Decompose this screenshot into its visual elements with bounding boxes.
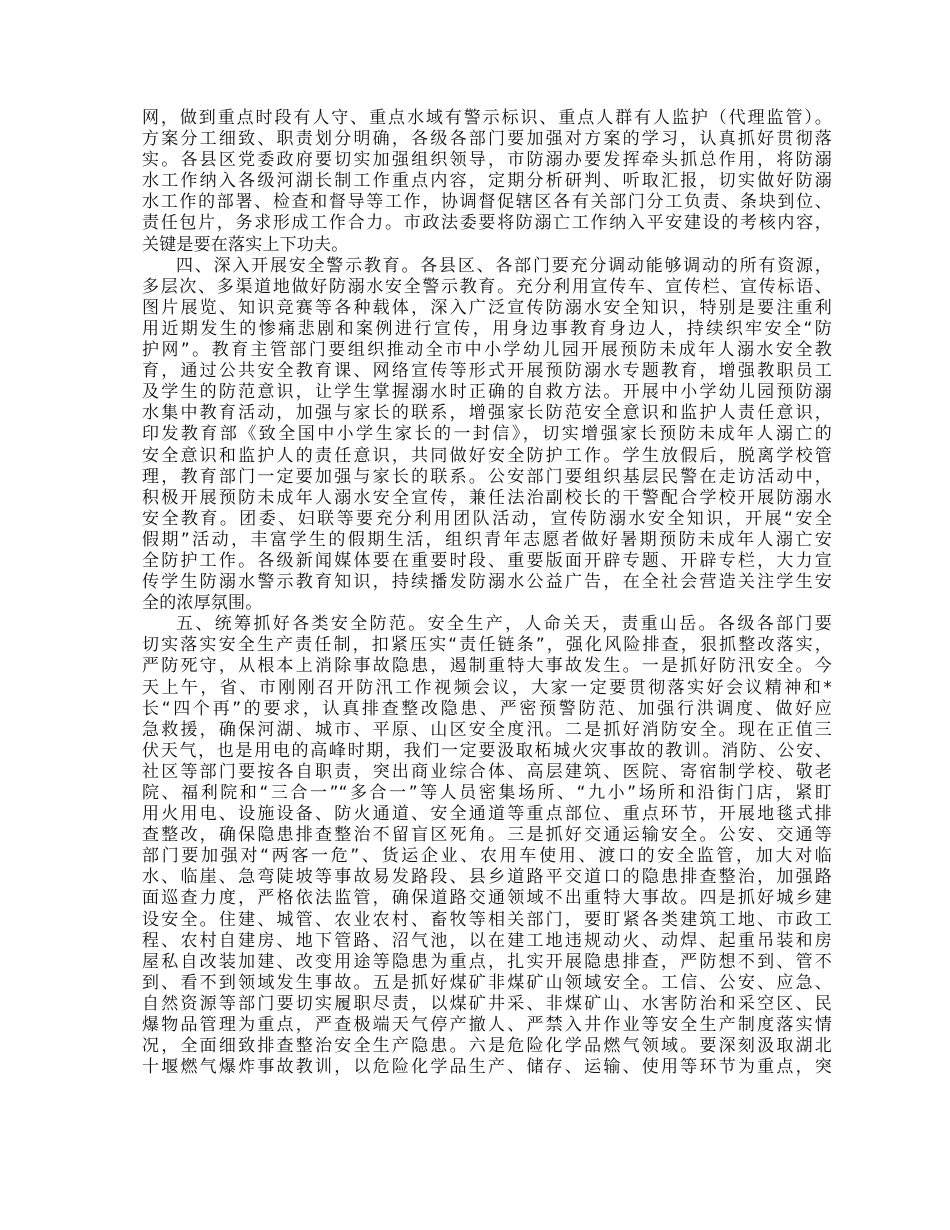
text-line: 全防护工作。各级新闻媒体要在重要时段、重要版面开辟专题、开辟专栏，大力宣 <box>142 550 832 571</box>
text-line: 多层次、多渠道地做好防溺水安全警示教育。充分利用宣传车、宣传栏、宣传标语、 <box>142 276 832 297</box>
text-line: 况，全面细致排查整治安全生产隐患。六是危险化学品燃气领域。要深刻汲取湖北 <box>142 1036 832 1057</box>
text-line: 水工作的部署、检查和督导等工作，协调督促辖区各有关部门分工负责、条块到位、 <box>142 192 832 213</box>
text-line: 严防死守，从根本上消除事故隐患，遏制重特大事故发生。一是抓好防汛安全。今 <box>142 656 832 677</box>
section-heading-line: 五、统筹抓好各类安全防范。安全生产，人命关天，责重山岳。各级各部门要 <box>176 614 832 635</box>
text-line: 到、看不到领域发生事故。五是抓好煤矿非煤矿山领域安全。工信、公安、应急、 <box>142 972 832 993</box>
text-line: 关键是要在落实上下功夫。 <box>142 234 349 255</box>
text-line: 积极开展预防未成年人溺水安全宣传，兼任法治副校长的干警配合学校开展防溺水 <box>142 487 832 508</box>
text-line: 水、临崖、急弯陡坡等事故易发路段、县乡道路平交道口的隐患排查整治，加强路 <box>142 867 832 888</box>
text-line: 设安全。住建、城管、农业农村、畜牧等相关部门，要盯紧各类建筑工地、市政工 <box>142 909 832 930</box>
text-line: 护网”。教育主管部门要组织推动全市中小学幼儿园开展预防未成年人溺水安全教 <box>142 340 832 361</box>
document-body <box>142 108 832 1078</box>
text-line: 责任包片，务求形成工作合力。市政法委要将防溺亡工作纳入平安建设的考核内容， <box>142 213 832 234</box>
text-line: 育，通过公共安全教育课、网络宣传等形式开展预防溺水专题教育，增强教职员工 <box>142 361 832 382</box>
text-line: 面巡查力度，严格依法监管，确保道路交通领域不出重特大事故。四是抓好城乡建 <box>142 888 832 909</box>
text-line: 网，做到重点时段有人守、重点水域有警示标识、重点人群有人监护（代理监管）。 <box>142 108 832 128</box>
text-line: 爆物品管理为重点，严查极端天气停产撤人、严禁入井作业等安全生产制度落实情 <box>142 1015 832 1036</box>
text-line: 水集中教育活动，加强与家长的联系，增强家长防范安全意识和监护人责任意识， <box>142 403 832 424</box>
text-line: 天上午，省、市刚刚召开防汛工作视频会议，大家一定要贯彻落实好会议精神和* <box>142 677 832 698</box>
text-line: 方案分工细致、职责划分明确，各级各部门要加强对方案的学习，认真抓好贯彻落 <box>142 129 832 150</box>
text-line: 查整改，确保隐患排查整治不留盲区死角。三是抓好交通运输安全。公安、交通等 <box>142 825 832 846</box>
text-line: 印发教育部《致全国中小学生家长的一封信》，切实增强家长预防未成年人溺亡的 <box>142 424 832 445</box>
text-line: 院、福利院和“三合一”“多合一”等人员密集场所、“九小”场所和沿街门店，紧盯 <box>142 783 832 803</box>
section-heading-line: 四、深入开展安全警示教育。各县区、各部门要充分调动能够调动的所有资源， <box>176 255 832 276</box>
text-line: 用火用电、设施设备、防火通道、安全通道等重点部位、重点环节，开展地毯式排 <box>142 804 832 825</box>
text-line: 图片展览、知识竞赛等各种载体，深入广泛宣传防溺水安全知识，特别是要注重利 <box>142 297 832 318</box>
text-line: 急救援，确保河湖、城市、平原、山区安全度汛。二是抓好消防安全。现在正值三 <box>142 719 832 740</box>
text-line: 理，教育部门一定要加强与家长的联系。公安部门要组织基层民警在走访活动中， <box>142 466 832 487</box>
text-line: 及学生的防范意识，让学生掌握溺水时正确的自救方法。开展中小学幼儿园预防溺 <box>142 382 832 403</box>
text-line: 水工作纳入各级河湖长制工作重点内容，定期分析研判、听取汇报，切实做好防溺 <box>142 171 832 192</box>
text-line: 全的浓厚氛围。 <box>142 593 263 614</box>
text-line: 切实落实安全生产责任制，扣紧压实“责任链条”，强化风险排查，狠抓整改落实， <box>142 635 832 656</box>
text-line: 自然资源等部门要切实履职尽责，以煤矿井采、非煤矿山、水害防治和采空区、民 <box>142 993 832 1014</box>
text-line: 用近期发生的惨痛悲剧和案例进行宣传，用身边事教育身边人，持续织牢安全“防 <box>142 318 832 339</box>
text-line: 十堰燃气爆炸事故教训，以危险化学品生产、储存、运输、使用等环节为重点，突 <box>142 1057 832 1078</box>
text-line: 屋私自改装加建、改变用途等隐患为重点，扎实开展隐患排查，严防想不到、管不 <box>142 951 832 972</box>
text-line: 安全意识和监护人的责任意识，共同做好安全防护工作。学生放假后，脱离学校管 <box>142 445 832 466</box>
text-line: 伏天气，也是用电的高峰时期，我们一定要汲取柘城火灾事故的教训。消防、公安、 <box>142 740 832 761</box>
text-line: 传学生防溺水警示教育知识，持续播发防溺水公益广告，在全社会营造关注学生安 <box>142 572 832 593</box>
text-line: 假期”活动，丰富学生的假期生活，组织青年志愿者做好暑期预防未成年人溺亡安 <box>142 529 832 550</box>
text-line: 社区等部门要按各自职责，突出商业综合体、高层建筑、医院、寄宿制学校、敬老 <box>142 761 832 782</box>
text-line: 安全教育。团委、妇联等要充分利用团队活动，宣传防溺水安全知识，开展“安全 <box>142 508 832 529</box>
text-line: 实。各县区党委政府要切实加强组织领导，市防溺办要发挥牵头抓总作用，将防溺 <box>142 150 832 171</box>
text-line: 部门要加强对“两客一危”、货运企业、农用车使用、渡口的安全监管，加大对临 <box>142 846 832 867</box>
text-line: 长“四个再”的要求，认真排查整改隐患、严密预警防范、加强行洪调度、做好应 <box>142 698 832 719</box>
text-line: 程、农村自建房、地下管路、沼气池，以在建工地违规动火、动焊、起重吊装和房 <box>142 930 832 951</box>
